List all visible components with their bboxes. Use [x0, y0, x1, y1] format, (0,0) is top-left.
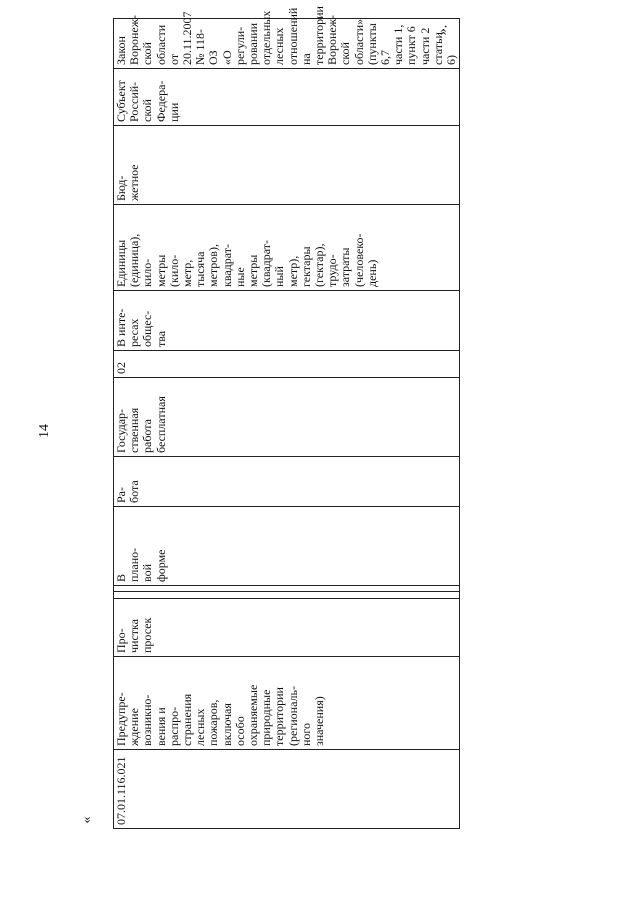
table-row: [114, 19, 460, 829]
registry-table: [113, 6, 460, 829]
cell-service-name: Предупре- ждение возникно- вения и распро- странения лесных пожаров, включая особо охраняемые природные территории (региональ- ного значения): [114, 657, 460, 750]
cell-authority: Субъект Россий- ской Федера- ции: [114, 69, 460, 126]
cell-legal-basis: Закон Воронеж- ской области от 20.11.2007 № 118-ОЗ «О регули- ровании отдельных лесных отношений на территории Воронеж- ской области» (пункты 6,7 части 1, пункт 6 части 2 статьи 6): [114, 19, 460, 69]
cell-units: Единицы (единица), кило- метры (кило- метр, тысяча метров), квадрат- ные метры (квадрат- ный метр), гектары (гектар), трудо- затраты (человеко- день): [114, 205, 460, 291]
cell-empty-1: [114, 592, 460, 599]
cell-code: 07.01.116.021: [114, 750, 460, 829]
cell-empty-2: [114, 586, 460, 592]
page-number: 14: [37, 424, 52, 438]
cell-code-02: 02: [114, 351, 460, 378]
cell-consumers: В инте- ресах общес- тва: [114, 291, 460, 351]
cell-form: В плано- вой форме: [114, 507, 460, 586]
cell-type: Ра- бота: [114, 457, 460, 507]
cell-work-content: Про- чистка просек: [114, 599, 460, 657]
opening-quote: «: [79, 816, 95, 824]
closing-quote: ».: [435, 24, 451, 36]
cell-institution-type: Бюд- жетное: [114, 126, 460, 205]
rotated-table-container: [113, 6, 459, 829]
cell-category: Государ- ственная работа бесплатная: [114, 378, 460, 457]
